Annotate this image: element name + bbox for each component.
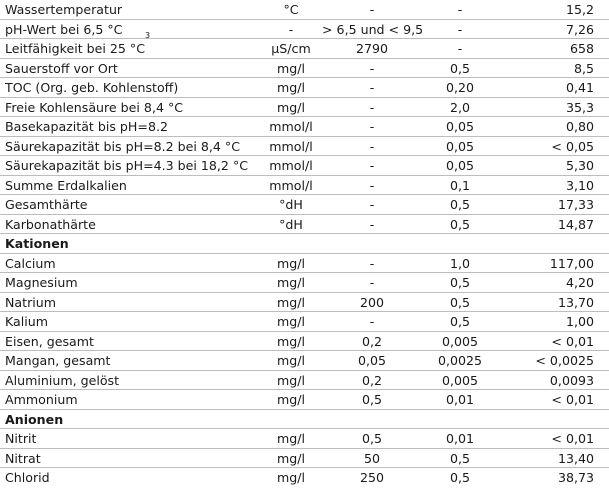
table-row <box>0 0 609 20</box>
detection-limit-cell: 0,01 <box>445 392 475 407</box>
parameter-text: Sauerstoff vor Ort <box>5 60 118 76</box>
measured-value-cell: 35,3 <box>565 99 594 115</box>
detection-limit-cell: 0,0025 <box>437 353 483 368</box>
unit-cell: mg/l <box>276 372 305 388</box>
detection-limit-cell: 0,5 <box>449 197 471 212</box>
limit-value-cell: - <box>369 138 375 154</box>
unit-cell: mg/l <box>276 99 305 115</box>
section-title <box>5 410 63 429</box>
parameter-text: Karbonathärte <box>5 216 96 232</box>
limit-value-cell: 200 <box>359 294 385 310</box>
parameter-text: Gesamthärte <box>5 197 88 212</box>
measured-value-cell: 13,40 <box>557 450 594 466</box>
table-row <box>0 117 609 137</box>
detection-limit-cell: - <box>457 2 463 17</box>
parameter-name <box>5 20 122 39</box>
limit-value-cell: 0,2 <box>361 333 383 349</box>
parameter-text: Magnesium <box>5 275 78 290</box>
unit-cell: °C <box>283 2 299 17</box>
detection-limit-cell: 0,5 <box>449 294 471 310</box>
limit-value-cell: - <box>369 197 375 212</box>
unit-cell: mg/l <box>276 314 305 329</box>
unit-cell: mg/l <box>276 470 305 485</box>
measured-value-cell: < 0,01 <box>551 333 594 349</box>
parameter-text: Chlorid <box>5 470 50 485</box>
measured-value-cell: < 0,01 <box>551 392 594 407</box>
parameter-name <box>5 98 183 117</box>
unit-cell: mmol/l <box>269 158 313 173</box>
parameter-text: Anionen <box>5 411 64 427</box>
parameter-text: Freie Kohlensäure bei 8,4 °C <box>5 99 184 115</box>
table-row <box>0 273 609 293</box>
limit-value-cell: - <box>369 216 375 232</box>
parameter-text: Nitrit <box>5 431 37 446</box>
limit-value-cell: 0,05 <box>357 353 387 368</box>
parameter-name <box>5 215 96 234</box>
table-row <box>0 390 609 410</box>
measured-value-cell: 14,87 <box>557 216 594 232</box>
parameter-name <box>5 78 178 97</box>
detection-limit-cell: 0,5 <box>449 60 471 76</box>
detection-limit-cell: 0,05 <box>445 138 475 154</box>
parameter-name <box>5 31 151 58</box>
unit-cell: °dH <box>279 216 303 232</box>
table-row <box>0 215 609 235</box>
parameter-text: Nitrat <box>5 450 41 466</box>
parameter-text: Säurekapazität bis pH=8.2 bei 8,4 °C <box>5 138 241 154</box>
parameter-text: Summe Erdalkalien <box>5 177 127 193</box>
detection-limit-cell: 0,005 <box>441 372 479 388</box>
limit-value-cell: - <box>369 275 375 290</box>
limit-value-cell: 0,5 <box>361 431 383 446</box>
parameter-name <box>5 176 127 195</box>
unit-cell: - <box>288 21 294 37</box>
unit-cell: mg/l <box>276 80 305 95</box>
detection-limit-cell: 0,5 <box>449 216 471 232</box>
parameter-text: Leitfähigkeit bei 25 °C <box>5 41 146 56</box>
detection-limit-cell: - <box>457 21 463 37</box>
parameter-name <box>5 117 168 136</box>
detection-limit-cell: - <box>457 41 463 56</box>
parameter-name <box>5 59 118 78</box>
footnote-marker: 3 <box>145 31 151 40</box>
table-row <box>0 293 609 313</box>
unit-cell: mmol/l <box>269 119 313 134</box>
limit-value-cell: - <box>369 99 375 115</box>
unit-cell: mg/l <box>276 294 305 310</box>
detection-limit-cell: 0,1 <box>449 177 471 193</box>
parameter-name <box>5 273 78 292</box>
unit-cell: mg/l <box>276 333 305 349</box>
table-row <box>0 449 609 469</box>
parameter-text: Kationen <box>5 236 69 251</box>
parameter-text: Calcium <box>5 255 56 271</box>
detection-limit-cell: 2,0 <box>449 99 471 115</box>
detection-limit-cell: 0,5 <box>449 470 471 485</box>
table-row <box>0 195 609 215</box>
measured-value-cell: < 0,05 <box>551 138 594 154</box>
parameter-text: Säurekapazität bis pH=4.3 bei 18,2 °C <box>5 158 249 173</box>
limit-value-cell: - <box>369 177 375 193</box>
limit-value-cell: - <box>369 255 375 271</box>
limit-value-cell: - <box>369 80 375 95</box>
section-header-row <box>0 234 609 254</box>
detection-limit-cell: 0,5 <box>449 450 471 466</box>
limit-value-cell: - <box>369 2 375 17</box>
measured-value-cell: 3,10 <box>565 177 594 193</box>
unit-cell: mg/l <box>276 450 305 466</box>
measured-value-cell: 13,70 <box>557 294 594 310</box>
limit-value-cell: - <box>369 158 375 173</box>
measured-value-cell: 5,30 <box>565 158 594 173</box>
measured-value-cell: < 0,0025 <box>535 353 594 368</box>
table-row <box>0 468 609 488</box>
limit-value-cell: 2790 <box>355 41 389 56</box>
parameter-text: TOC (Org. geb. Kohlenstoff) <box>5 80 179 95</box>
parameter-name <box>5 195 88 214</box>
parameter-name <box>5 449 41 468</box>
detection-limit-cell: 0,5 <box>449 275 471 290</box>
parameter-text: Mangan, gesamt <box>5 353 111 368</box>
parameter-text: Kalium <box>5 314 49 329</box>
measured-value-cell: 117,00 <box>549 255 594 271</box>
measured-value-cell: 7,26 <box>565 21 594 37</box>
footnote-marker <box>122 0 127 1</box>
table-row <box>0 20 609 40</box>
table-row <box>0 312 609 332</box>
table-row <box>0 137 609 157</box>
measured-value-cell: 0,41 <box>565 80 594 95</box>
measured-value-cell: < 0,01 <box>551 431 594 446</box>
parameter-name <box>5 468 50 487</box>
unit-cell: mmol/l <box>269 138 313 154</box>
detection-limit-cell: 0,005 <box>441 333 479 349</box>
unit-cell: mg/l <box>276 275 305 290</box>
limit-value-cell: - <box>369 60 375 76</box>
table-row <box>0 31 609 59</box>
parameter-text: Wassertemperatur <box>5 2 123 17</box>
limit-value-cell: - <box>369 119 375 134</box>
detection-limit-cell: 0,01 <box>445 431 475 446</box>
section-header-row <box>0 410 609 430</box>
measured-value-cell: 658 <box>569 41 594 56</box>
parameter-name <box>5 254 56 273</box>
section-title <box>5 234 69 253</box>
measured-value-cell: 17,33 <box>557 197 594 212</box>
parameter-text: Ammonium <box>5 392 78 407</box>
parameter-name <box>5 390 78 409</box>
detection-limit-cell: 0,20 <box>445 80 475 95</box>
unit-cell: mg/l <box>276 60 305 76</box>
table-row <box>0 59 609 79</box>
parameter-text: Natrium <box>5 294 57 310</box>
table-row <box>0 351 609 371</box>
parameter-name <box>5 156 248 175</box>
parameter-name <box>5 351 111 370</box>
measured-value-cell: 15,2 <box>565 2 594 17</box>
unit-cell: mmol/l <box>269 177 313 193</box>
table-row <box>0 156 609 176</box>
parameter-name <box>5 0 127 19</box>
parameter-name <box>5 312 48 331</box>
parameter-name <box>5 332 94 351</box>
table-row <box>0 371 609 391</box>
unit-cell: µS/cm <box>271 41 311 56</box>
measured-value-cell: 1,00 <box>565 314 594 329</box>
limit-value-cell: 250 <box>359 470 385 485</box>
limit-value-cell: - <box>369 314 375 329</box>
detection-limit-cell: 0,05 <box>445 119 475 134</box>
measured-value-cell: 8,5 <box>573 60 594 76</box>
limit-value-cell: 50 <box>363 450 381 466</box>
table-row <box>0 98 609 118</box>
unit-cell: °dH <box>279 197 303 212</box>
table-row <box>0 332 609 352</box>
measured-value-cell: 0,80 <box>565 119 594 134</box>
measured-value-cell: 38,73 <box>557 470 594 485</box>
limit-value-cell: 0,5 <box>361 392 383 407</box>
parameter-name <box>5 293 56 312</box>
measured-value-cell: 0,0093 <box>549 372 594 388</box>
detection-limit-cell: 0,5 <box>449 314 471 329</box>
detection-limit-cell: 1,0 <box>449 255 471 271</box>
unit-cell: mg/l <box>276 431 305 446</box>
unit-cell: mg/l <box>276 255 305 271</box>
unit-cell: mg/l <box>276 392 305 407</box>
detection-limit-cell: 0,05 <box>445 158 475 173</box>
parameter-text: pH-Wert bei 6,5 °C <box>5 21 123 37</box>
table-row <box>0 78 609 98</box>
limit-value-cell: > 6,5 und < 9,5 <box>322 21 424 37</box>
measured-value-cell: 4,20 <box>565 275 594 290</box>
parameter-text: Aluminium, gelöst <box>5 372 120 388</box>
unit-cell: mg/l <box>276 353 305 368</box>
parameter-name <box>5 137 240 156</box>
table-row <box>0 176 609 196</box>
table-row <box>0 429 609 449</box>
parameter-text: Basekapazität bis pH=8.2 <box>5 119 168 134</box>
limit-value-cell: 0,2 <box>361 372 383 388</box>
table-row <box>0 254 609 274</box>
parameter-name <box>5 429 36 448</box>
parameter-text: Eisen, gesamt <box>5 333 94 349</box>
parameter-name <box>5 371 119 390</box>
